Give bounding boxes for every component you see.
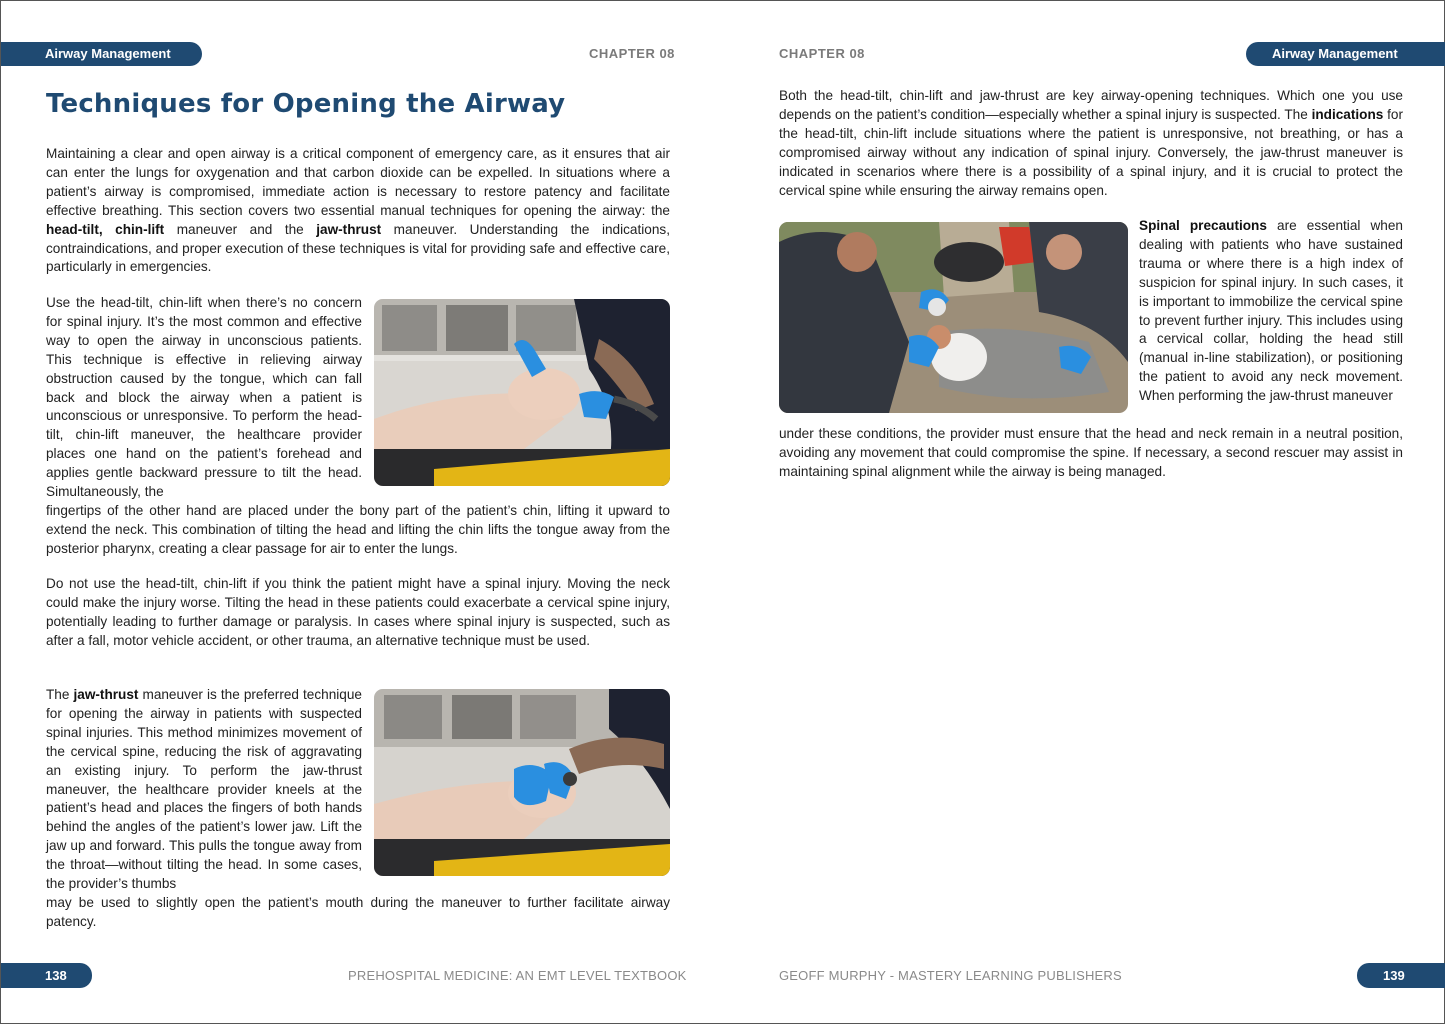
head-tilt-chin-lift-photo [374,299,670,486]
paragraph-intro: Maintaining a clear and open airway is a critical component of emergency care, as it ensures that air can enter the lungs for oxygenation and that carbon dioxide can be expelled. In situations where a patient’s airway is compromised, immediate action is necessary to restore patency and facilitate effective breathing. This section covers two essential manual techniques for opening the airway: the head-tilt, chin-lift maneuver and the jaw-thrust maneuver. Understanding the indications, contraindications, and proper execution of these techniques is vital for providing safe and effective care, particularly in emergencies. [46,146,670,275]
term-jaw-thrust: jaw-thrust [316,221,382,237]
footer-author-publisher: GEOFF MURPHY - MASTERY LEARNING PUBLISHERS [779,968,1122,983]
term-spinal-precautions: Spinal precautions [1139,218,1267,233]
paragraph-jaw-thrust-continued: may be used to slightly open the patient’s mouth during the maneuver to further facilitate airway patency. [46,895,670,929]
spinal-precautions-photo [779,222,1128,413]
jaw-thrust-photo [374,689,670,876]
page-title: Techniques for Opening the Airway [46,89,566,119]
paragraph-head-tilt-contraindication: Do not use the head-tilt, chin-lift if you think the patient might have a spinal injury. Moving the neck could make the injury worse. Tilting the head in these patients could exacerbate a cervical spine injury, potentially leading to further damage or paralysis. In cases where spinal injury is suspected, such as after a fall, motor vehicle accident, or other trauma, an alternative technique must be used. [46,576,670,648]
paragraph-head-tilt-wrap: Use the head-tilt, chin-lift when there’s no concern for spinal injury. It’s the most common and effective way to open the airway in unconscious patients. This technique is effective in relieving airway obstruction caused by the tongue, which can fall back and block the airway when a patient is unconscious or unresponsive. To perform the head-tilt, chin-lift maneuver, the healthcare provider places one hand on the patient’s forehead and applies gentle backward pressure to tilt the head. Simultaneously, the [46,295,362,500]
page-number-right: 139 [1357,963,1445,988]
paragraph-technique-choice: Both the head-tilt, chin-lift and jaw-thrust are key airway-opening techniques. Which one you use depends on the patient’s condition—especially whether a spinal injury is suspected. The indications for the head-tilt, chin-lift include situations where the patient is unresponsive, not breathing, or has a compromised airway without any indication of spinal injury. Conversely, the jaw-thrust maneuver is indicated in scenarios where there is a possibility of a spinal injury, and it is crucial to protect the cervical spine while ensuring the airway remains open. [779,88,1404,198]
chapter-label-left: CHAPTER 08 [589,46,675,61]
paragraph-head-tilt-continued: fingertips of the other hand are placed under the bony part of the patient’s chin, lifting it upward to extend the neck. This combination of tilting the head and lifting the chin lifts the tongue away from the posterior pharynx, creating a clear passage for air to enter the lungs. [46,503,670,556]
paragraph-spinal-precautions-wrap: Spinal precautions are essential when dealing with patients who have sustained trauma or where there is a high index of suspicion for spinal injury. In such cases, it is important to immobilize the cervical spine to prevent further injury. This includes using a cervical collar, holding the head still (manual in-line stabilization), or positioning the patient to avoid any neck movement. When performing the jaw-thrust maneuver [1139,218,1403,404]
term-head-tilt-chin-lift: head-tilt, chin-lift [46,221,165,237]
term-jaw-thrust-2: jaw-thrust [73,687,139,702]
paragraph-spinal-precautions-continued: under these conditions, the provider must ensure that the head and neck remain in a neutral position, avoiding any movement that could compromise the spine. If necessary, a second rescuer may assist in maintaining spinal alignment while the airway is being managed. [779,426,1403,479]
footer-book-title: PREHOSPITAL MEDICINE: AN EMT LEVEL TEXTBOOK [348,968,687,983]
paragraph-jaw-thrust-wrap: The jaw-thrust maneuver is the preferred technique for opening the airway in patients with suspected spinal injuries. This method minimizes movement of the cervical spine, reducing the risk of aggravating an existing injury. To perform the jaw-thrust maneuver, the healthcare provider kneels at the patient’s head and places the fingers of both hands behind the angles of the patient’s lower jaw. Lift the jaw up and forward. This pulls the tongue away from the throat—without tilting the head. In some cases, the provider’s thumbs [46,687,362,892]
section-label-right: Airway Management [1246,42,1445,66]
section-label-left: Airway Management [1,42,202,66]
term-indications: indications [1311,106,1384,122]
page-number-left: 138 [1,963,92,988]
chapter-label-right: CHAPTER 08 [779,46,865,61]
